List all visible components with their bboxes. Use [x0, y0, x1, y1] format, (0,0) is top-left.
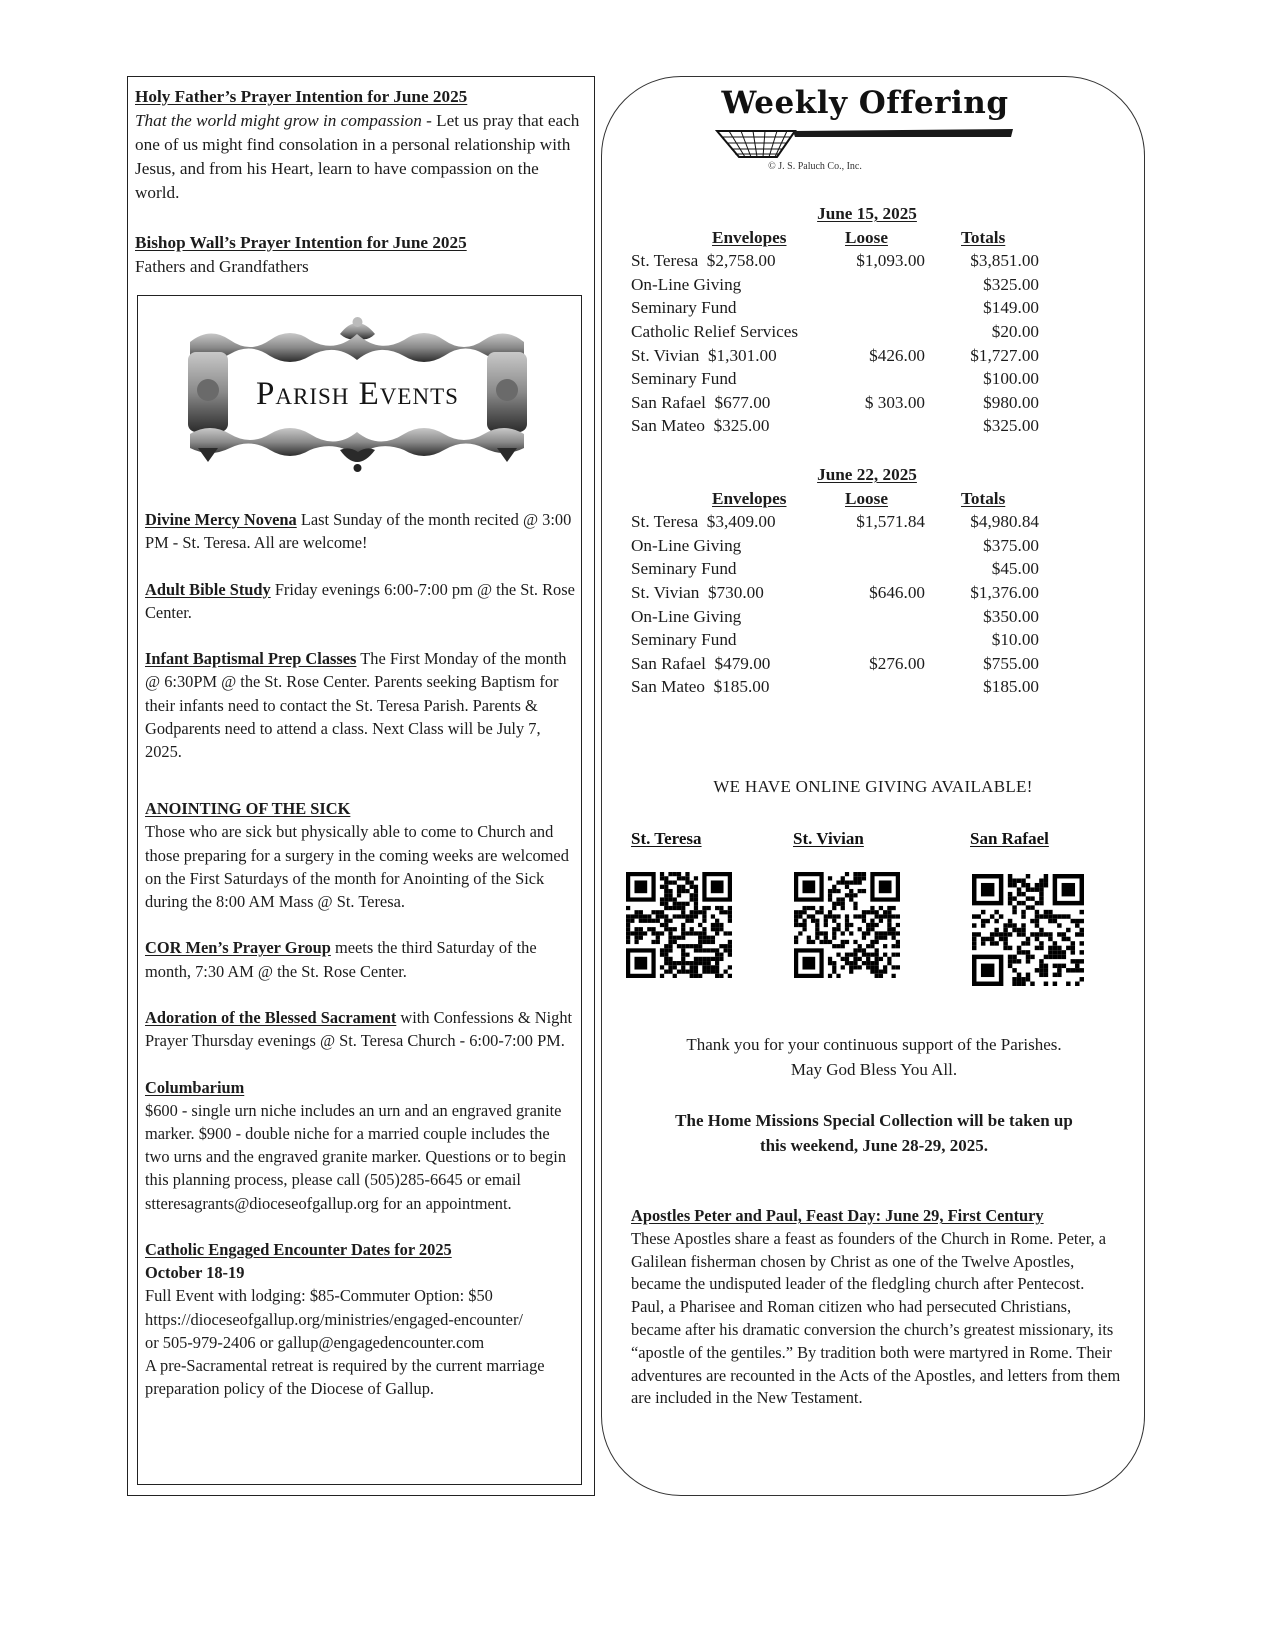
engaged-contact: or 505-979-2406 or gallup@engagedencounter.com	[145, 1332, 485, 1352]
offering-loose: $ 303.00	[864, 392, 925, 412]
offering-name: Seminary Fund	[631, 369, 737, 389]
offering-loose: $1,571.84	[856, 512, 925, 532]
offering-total: $4,980.84	[970, 512, 1039, 532]
holy-father-title: Holy Father’s Prayer Intention for June 2025	[135, 87, 468, 106]
offering-row	[631, 344, 1051, 368]
offering-row	[631, 320, 1051, 344]
week-date-text: June 15, 2025	[817, 204, 917, 223]
week-date-text: June 22, 2025	[817, 465, 917, 484]
offering-loose: $426.00	[869, 345, 925, 365]
offering-total: $1,376.00	[970, 582, 1039, 602]
offering-name: St. Teresa $2,758.00	[631, 251, 776, 271]
offering-row	[631, 296, 1051, 320]
thanks-line-1: Thank you for your continuous support of the Parishes.	[686, 1035, 1062, 1054]
event-title: Adult Bible Study	[145, 579, 271, 599]
offering-total: $45.00	[991, 559, 1039, 579]
offering-name: Seminary Fund	[631, 630, 737, 650]
event-title: Adoration of the Blessed Sacrament	[145, 1008, 397, 1027]
offering-total: $1,727.00	[970, 345, 1039, 365]
event-body: Last Sunday of the month recited @ 3:00 PM - St. Teresa. All are welcome!	[145, 510, 572, 553]
offering-name: San Rafael $479.00	[631, 653, 771, 673]
event-body: meets the third Saturday of the month, 7:30 AM @ the St. Rose Center.	[145, 938, 537, 981]
offering-name: St. Teresa $3,409.00	[631, 512, 776, 532]
right-column	[601, 76, 1145, 1496]
week-date	[631, 202, 1051, 226]
offering-name: St. Vivian $730.00	[631, 582, 764, 602]
offering-total: $100.00	[983, 369, 1039, 389]
offering-total: $20.00	[991, 321, 1039, 341]
qr-label-st-vivian: St. Vivian	[793, 829, 864, 848]
engaged-pricing: Full Event with lodging: $85-Commuter Option: $50	[145, 1286, 493, 1306]
offering-total: $149.00	[983, 298, 1039, 318]
collection-basket-icon	[715, 127, 1015, 163]
offering-name: St. Vivian $1,301.00	[631, 345, 777, 365]
col-loose: Loose	[845, 488, 888, 508]
saint-feast-article	[631, 1205, 1121, 1410]
event-item	[145, 936, 577, 982]
parish-events-title: Parish Events	[256, 376, 459, 412]
col-totals: Totals	[961, 227, 1006, 247]
parish-events-box	[137, 295, 582, 1485]
feast-title: Apostles Peter and Paul, Feast Day: June 29, First Century	[631, 1206, 1044, 1225]
offering-total: $755.00	[983, 653, 1039, 673]
offering-name: Catholic Relief Services	[631, 321, 799, 341]
bishop-body: Fathers and Grandfathers	[135, 257, 309, 276]
offering-total: $3,851.00	[970, 251, 1039, 271]
offering-row	[631, 581, 1051, 605]
offering-total: $325.00	[983, 416, 1039, 436]
qr-code-st-vivian[interactable]	[794, 872, 900, 978]
offering-row	[631, 675, 1051, 699]
event-body: $600 - single urn niche includes an urn and an engraved granite marker. $900 - double niche for a married couple includes the two urns and the engraved granite marker. Questions or to begin this planning process, please call (505)285-6645 or email stteresagrants@dioceseofgallup.org for an appointment.	[145, 1100, 567, 1213]
offering-name: On-Line Giving	[631, 606, 742, 626]
holy-father-body: - Let us pray that each one of us might find consolation in a personal relationship with Jesus, and from his Heart, learn to have compassion on the world.	[135, 111, 580, 202]
offering-row	[631, 510, 1051, 534]
offering-name: On-Line Giving	[631, 535, 742, 555]
offering-name: San Mateo $325.00	[631, 416, 770, 436]
engaged-note: A pre-Sacramental retreat is required by the current marriage preparation policy of the Diocese of Gallup.	[145, 1356, 545, 1399]
offering-total: $185.00	[983, 677, 1039, 697]
holy-father-intention-italic: That the world might grow in compassion	[135, 111, 422, 130]
event-title: Columbarium	[145, 1077, 245, 1097]
col-envelopes: Envelopes	[712, 488, 787, 508]
engaged-title: Catholic Engaged Encounter Dates for 2025	[145, 1240, 452, 1259]
engaged-encounter	[145, 1238, 577, 1400]
qr-code-st-teresa[interactable]	[626, 872, 732, 978]
offering-row	[631, 273, 1051, 297]
offering-row	[631, 628, 1051, 652]
offering-week-2	[631, 463, 1051, 699]
event-title: Divine Mercy Novena	[145, 510, 297, 529]
holy-father-intention	[135, 85, 587, 205]
offering-name: San Rafael $677.00	[631, 392, 771, 412]
offering-column-headers	[631, 226, 1051, 250]
offering-name: San Mateo $185.00	[631, 677, 770, 697]
offering-rows	[631, 249, 1051, 438]
event-item	[145, 508, 577, 554]
offering-name: Seminary Fund	[631, 559, 737, 579]
event-item	[145, 1006, 577, 1052]
events-list	[145, 508, 577, 1424]
offering-column-headers	[631, 487, 1051, 511]
qr-label-san-rafael: San Rafael	[970, 829, 1049, 848]
qr-code-icon	[794, 872, 900, 978]
feast-body: These Apostles share a feast as founders of the Church in Rome. Peter, a Galilean fisherman chosen by Christ as one of the Twelve Apostles, became the undisputed leader of the fledgling church after Pentecost. Paul, a Pharisee and Roman citizen who had persecuted Christians, became after his dramatic conversion the church’s greatest missionary, its “apostle of the gentiles.” By tradition both were martyred in Rome. Their adventures are recounted in the Acts of the Apostles, and letters from them are included in the New Testament.	[631, 1228, 1121, 1408]
offering-row	[631, 605, 1051, 629]
special-collection-notice	[622, 1108, 1126, 1158]
event-body: with Confessions & Night Prayer Thursday evenings @ St. Teresa Church - 6:00-7:00 PM.	[145, 1008, 573, 1051]
qr-code-san-rafael[interactable]	[971, 874, 1085, 986]
engaged-url-link[interactable]: https://dioceseofgallup.org/ministries/engaged-encounter/	[145, 1309, 523, 1329]
bishop-intention	[135, 231, 587, 279]
left-column	[127, 76, 595, 1496]
online-giving-title: WE HAVE ONLINE GIVING AVAILABLE!	[713, 777, 1033, 796]
event-item	[145, 647, 577, 763]
offering-loose: $646.00	[869, 582, 925, 602]
event-item	[145, 578, 577, 624]
event-title: COR Men’s Prayer Group	[145, 938, 331, 958]
event-item	[145, 1076, 577, 1215]
offering-row	[631, 652, 1051, 676]
collection-line-2: this weekend, June 28-29, 2025.	[759, 1136, 989, 1155]
parish-events-banner	[180, 312, 535, 474]
col-loose: Loose	[845, 227, 888, 247]
qr-label-st-teresa: St. Teresa	[631, 829, 702, 848]
offering-row	[631, 367, 1051, 391]
collection-line-1: The Home Missions Special Collection will be taken up	[675, 1111, 1073, 1130]
event-body: Those who are sick but physically able to come to Church and those preparing for a surgery in the coming weeks are welcomed on the First Saturdays of the month for Anointing of the Sick during the 8:00 AM Mass @ St. Teresa.	[145, 822, 569, 912]
qr-code-icon	[626, 872, 732, 978]
offering-total: $325.00	[983, 274, 1039, 294]
col-envelopes: Envelopes	[712, 227, 787, 247]
bishop-title: Bishop Wall’s Prayer Intention for June 2025	[135, 233, 467, 252]
offering-row	[631, 249, 1051, 273]
event-item	[145, 797, 577, 913]
col-totals: Totals	[961, 488, 1006, 508]
offering-loose: $1,093.00	[856, 251, 925, 271]
offering-total: $350.00	[983, 606, 1039, 626]
offering-loose: $276.00	[869, 653, 925, 673]
offering-name: Seminary Fund	[631, 298, 737, 318]
week-date	[631, 463, 1051, 487]
offering-total: $10.00	[991, 630, 1039, 650]
offering-name: On-Line Giving	[631, 274, 742, 294]
thank-you-message	[622, 1032, 1126, 1082]
event-body: The First Monday of the month @ 6:30PM @ the St. Rose Center. Parents seeking Baptism for their infants need to contact the St. Teresa Parish. Parents & Godparents need to attend a class. Next Class will be July 7, 2025.	[145, 649, 567, 761]
engaged-dates: October 18-19	[145, 1263, 245, 1283]
qr-code-icon	[971, 874, 1085, 986]
offering-row	[631, 414, 1051, 438]
offering-total: $980.00	[983, 392, 1039, 412]
offering-total: $375.00	[983, 535, 1039, 555]
event-title: ANOINTING OF THE SICK	[145, 799, 351, 819]
offering-rows	[631, 510, 1051, 699]
offering-row	[631, 534, 1051, 558]
weekly-offering-title: Weekly Offering	[721, 85, 1009, 121]
copyright-text: © J. S. Paluch Co., Inc.	[768, 161, 862, 172]
offering-row	[631, 557, 1051, 581]
offering-week-1	[631, 202, 1051, 438]
thanks-line-2: May God Bless You All.	[790, 1060, 958, 1079]
offering-row	[631, 391, 1051, 415]
event-body: Friday evenings 6:00-7:00 pm @ the St. Rose Center.	[145, 579, 575, 622]
event-title: Infant Baptismal Prep Classes	[145, 649, 357, 669]
